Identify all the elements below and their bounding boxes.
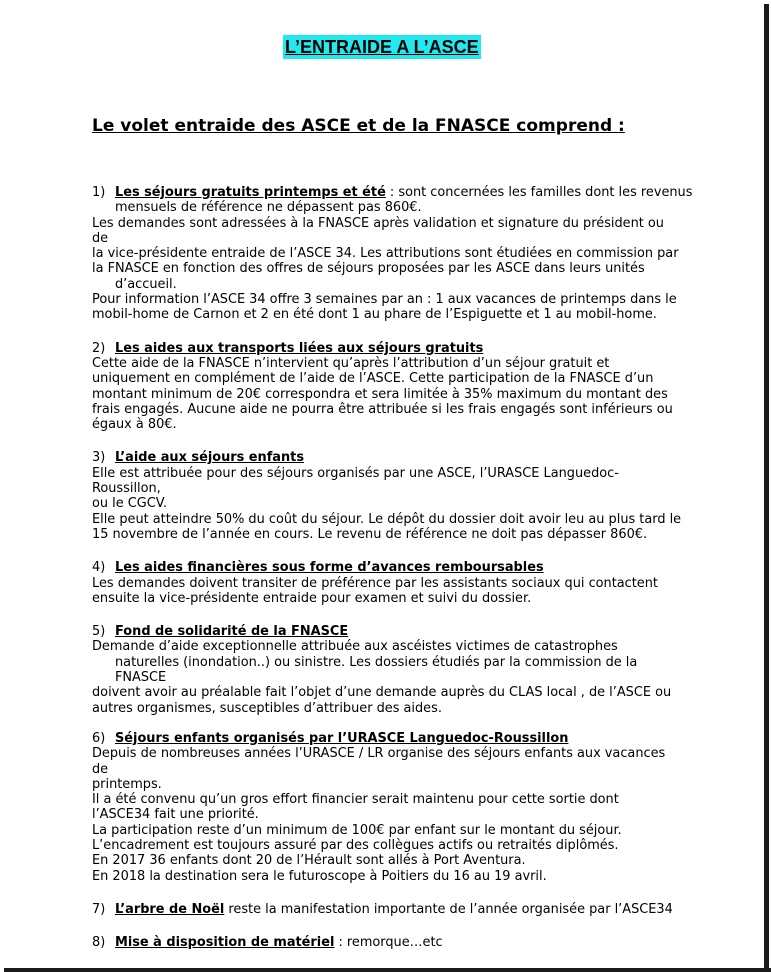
section-number: 5) [92, 624, 106, 640]
section-number: 4) [92, 560, 106, 576]
section-heading-line [92, 731, 682, 746]
paragraph-line: ou le CGCV. [92, 496, 168, 512]
section-6 [92, 731, 682, 884]
paragraph-line: doivent avoir au préalable fait l’objet d’une demande auprès du CLAS local , de l’ASCE ou [92, 685, 672, 701]
paragraph-line: montant minimum de 20€ correspondra et sera limitée à 35% maximum du montant des [92, 386, 668, 402]
section-number: 2) [92, 340, 106, 356]
paragraph-line: égaux à 80€. [92, 417, 177, 433]
section-number: 3) [92, 450, 106, 466]
paragraph-line: uniquement en complément de l’aide de l’ASCE. Cette participation de la FNASCE d’un [92, 371, 654, 387]
paragraph-line: 15 novembre de l’année en cours. Le revenu de référence ne doit pas dépasser 860€. [92, 526, 648, 542]
paragraph-line: d’accueil. [115, 276, 177, 292]
section-heading: Fond de solidarité de la FNASCE [115, 624, 349, 640]
page-shadow-right [764, 4, 769, 972]
paragraph-line: la FNASCE en fonction des offres de séjours proposées par les ASCE dans leurs unités [92, 261, 645, 277]
paragraph-line: La participation reste d’un minimum de 100€ par enfant sur le montant du séjour. [92, 822, 622, 838]
section-heading: Séjours enfants organisés par l’URASCE Languedoc-Roussillon [115, 730, 569, 746]
paragraph-line: Les demandes sont adressées à la FNASCE après validation et signature du président ou de [92, 215, 664, 246]
section-number: 1) [92, 185, 106, 200]
paragraph-line: Il a été convenu qu’un gros effort financier serait maintenu pour cette sortie dont [92, 792, 619, 808]
section-continuation: mensuels de référence ne dépassent pas 860€. [115, 200, 422, 216]
section-4 [92, 560, 682, 606]
section-heading-line [92, 185, 693, 200]
section-heading-line [92, 450, 682, 465]
paragraph-line: Elle est attribuée pour des séjours organisés par une ASCE, l’URASCE Languedoc-Roussillon, [92, 465, 619, 497]
section-heading-line [92, 935, 682, 950]
document-body [92, 185, 693, 951]
section-1 [92, 185, 693, 323]
section-number: 8) [92, 935, 106, 951]
document-subtitle: Le volet entraide des ASCE et de la FNASCE comprend : [92, 116, 625, 136]
paragraph-line: L’encadrement est toujours assuré par des collègues actifs ou retraités diplômés. [92, 837, 619, 853]
section-heading-line [92, 560, 682, 575]
paragraph-line: printemps. [92, 776, 162, 792]
paragraph-line: En 2018 la destination sera le futuroscope à Poitiers du 16 au 19 avril. [92, 868, 547, 884]
document-title: L’ENTRAIDE A L’ASCE [285, 37, 479, 57]
paragraph-line: Les demandes doivent transiter de préférence par les assistants sociaux qui contactent [92, 575, 658, 591]
paragraph-line: mobil-home de Carnon et 2 en été dont 1 au phare de l’Espiguette et 1 au mobil-home. [92, 307, 657, 323]
section-5 [92, 624, 682, 716]
section-heading: L’aide aux séjours enfants [115, 450, 305, 466]
section-heading-tail: : remorque…etc [334, 935, 443, 951]
paragraph-line: Pour information l’ASCE 34 offre 3 semaines par an : 1 aux vacances de printemps dans le [92, 292, 677, 308]
section-heading: Mise à disposition de matériel [115, 935, 335, 951]
paragraph-line: frais engagés. Aucune aide ne pourra être attribuée si les frais engagés sont inférieurs ou [92, 401, 673, 417]
section-2 [92, 341, 682, 433]
paragraph-line: Elle peut atteindre 50% du coût du séjour. Le dépôt du dossier doit avoir leu au plus tard le [92, 511, 682, 527]
section-heading: Les aides financières sous forme d’avances remboursables [115, 560, 544, 576]
section-heading-line [92, 902, 682, 917]
paragraph-line: En 2017 36 enfants dont 20 de l’Hérault sont allés à Port Aventura. [92, 853, 526, 869]
paragraph-line: l’ASCE34 fait une priorité. [92, 807, 259, 823]
paragraph-line: autres organismes, susceptibles d’attribuer des aides. [92, 700, 442, 716]
section-heading: Les séjours gratuits printemps et été [115, 185, 386, 200]
paragraph-line: la vice-présidente entraide de l’ASCE 34. Les attributions sont étudiées en commission par [92, 246, 679, 262]
section-8 [92, 935, 682, 950]
section-heading: L’arbre de Noël [115, 901, 225, 917]
section-heading-tail: : sont concernées les familles dont les revenus [385, 185, 693, 200]
section-number: 6) [92, 730, 106, 746]
section-3 [92, 450, 682, 542]
paragraph-line: Depuis de nombreuses années l’URASCE / LR organise des séjours enfants aux vacances de [92, 746, 666, 777]
paragraph-line: Demande d’aide exceptionnelle attribuée aux ascéistes victimes de catastrophes [92, 639, 618, 655]
paragraph-line: ensuite la vice-présidente entraide pour examen et suivi du dossier. [92, 590, 532, 606]
section-7 [92, 902, 682, 917]
section-heading-line [92, 341, 682, 356]
paragraph-line: naturelles (inondation..) ou sinistre. Les dossiers étudiés par la commission de la FNASCE [115, 654, 638, 686]
section-number: 7) [92, 901, 106, 917]
section-heading-tail: reste la manifestation importante de l’année organisée par l’ASCE34 [224, 901, 673, 917]
paragraph-line: Cette aide de la FNASCE n’intervient qu’après l’attribution d’un séjour gratuit et [92, 355, 610, 371]
page-shadow-bottom [4, 968, 771, 972]
section-heading: Les aides aux transports liées aux séjours gratuits [115, 340, 484, 356]
section-heading-line [92, 624, 682, 639]
